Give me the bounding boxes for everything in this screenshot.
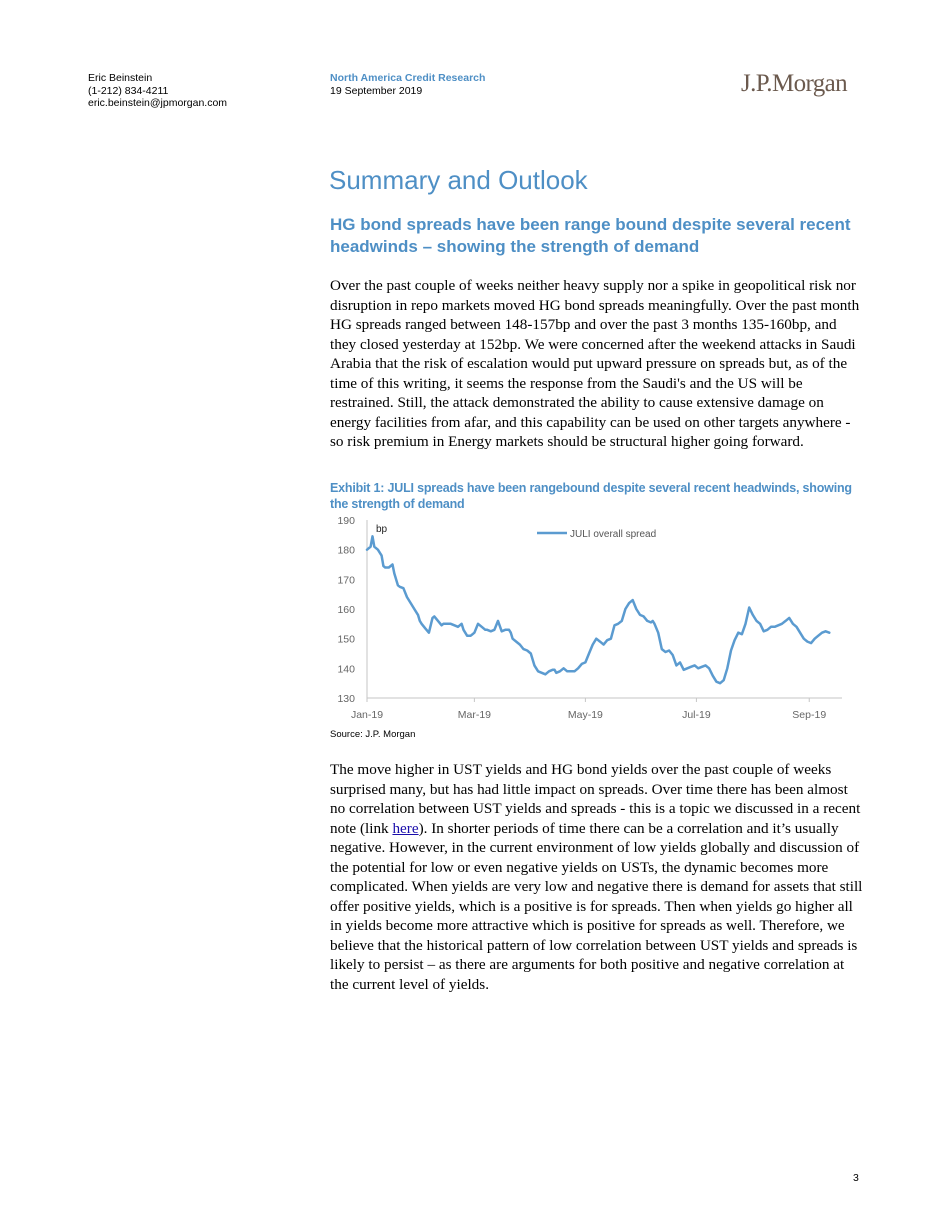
page-title: Summary and Outlook bbox=[329, 165, 588, 195]
page-number: 3 bbox=[853, 1172, 859, 1184]
x-tick-label: Sep-19 bbox=[792, 709, 827, 721]
section-subtitle: HG bond spreads have been range bound despite several recent headwinds – showing the strength of demand bbox=[330, 215, 851, 256]
y-tick-label: 180 bbox=[337, 544, 355, 557]
spread-line-chart bbox=[325, 512, 855, 724]
exhibit-title: Exhibit 1: JULI spreads have been rangebound despite several recent headwinds, showing the strength of demand bbox=[330, 481, 852, 511]
y-axis-ticks bbox=[337, 515, 355, 705]
x-tick-label: May-19 bbox=[567, 709, 603, 721]
author-email: eric.beinstein@jpmorgan.com bbox=[88, 97, 228, 109]
report-date: 19 September 2019 bbox=[330, 84, 423, 97]
x-axis-ticks bbox=[351, 698, 826, 721]
body-paragraph-2 bbox=[330, 760, 865, 994]
department-label: North America Credit Research bbox=[330, 72, 486, 84]
author-block bbox=[88, 72, 227, 110]
author-phone: (1-212) 834-4211 bbox=[88, 84, 169, 97]
y-tick-label: 130 bbox=[337, 693, 355, 705]
report-header bbox=[330, 72, 485, 97]
paragraph-2-text-before-link: The move higher in UST yields and HG bond yields over the past couple of weeks surprised many, but has had little impact on spreads. Over time there has been almost no correlation between UST yields and spreads - this is a topic we discussed in a recent note (link bbox=[330, 761, 861, 837]
y-tick-label: 190 bbox=[337, 515, 355, 527]
body-paragraph-1: Over the past couple of weeks neither heavy supply nor a spike in geopolitical risk nor disruption in repo markets moved HG bond spreads meaningfully. Over the past month HG spreads ranged between 148-157bp and over the past 3 months 135-160bp, and they closed yesterday at 152bp. We were concerned after the weekend attacks in Saudi Arabia that the risk of escalation would put upward pressure on spreads but, as of the time of this writing, it seems the response from the Saudi's and the US will be restrained. Still, the attack demonstrated the ability to cause extensive damage on energy facilities from afar, and this capability can be used on other targets anywhere - so risk premium in Energy markets should be structural higher going forward. bbox=[330, 277, 860, 450]
y-axis-unit-label: bp bbox=[376, 524, 388, 535]
x-tick-label: Mar-19 bbox=[457, 709, 492, 721]
y-tick-label: 150 bbox=[337, 633, 355, 646]
paragraph-2-text-after-link: ). In shorter periods of time there can be a correlation and it’s usually negative. However, in the current environment of low yields globally and discussion of the potential for low or even negative yields on USTs, the dynamic becomes more complicated. When yields are very low and negative there is demand for assets that still offer positive yields, which is a positive is for spreads. Then when yields go higher all in yields become more attractive which is positive for spreads as well. Therefore, we believe that the historical pattern of low correlation between UST yields and spreads is likely to persist – as there are arguments for both positive and negative correlation at the current level of yields. bbox=[330, 819, 863, 993]
y-tick-label: 170 bbox=[337, 574, 355, 587]
legend-label: JULI overall spread bbox=[570, 529, 657, 540]
series-line-juli-overall-spread bbox=[367, 536, 829, 683]
exhibit-source: Source: J.P. Morgan bbox=[330, 729, 416, 740]
y-tick-label: 140 bbox=[337, 663, 355, 676]
author-name: Eric Beinstein bbox=[88, 72, 153, 84]
jpmorgan-logo: J.P.Morgan bbox=[741, 70, 848, 97]
y-tick-label: 160 bbox=[337, 604, 355, 616]
x-tick-label: Jan-19 bbox=[350, 709, 384, 721]
x-tick-label: Jul-19 bbox=[682, 709, 711, 721]
here-link[interactable]: here bbox=[392, 819, 419, 837]
